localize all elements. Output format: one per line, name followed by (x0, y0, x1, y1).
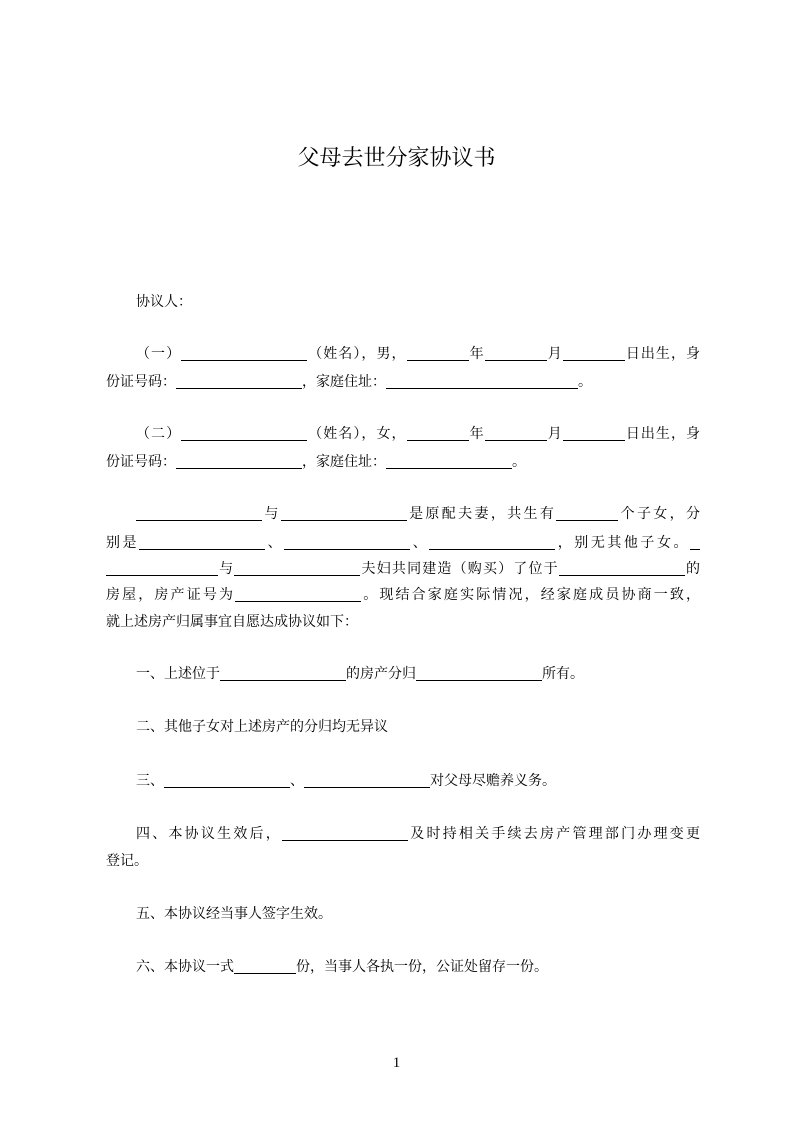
clause1-owner-blank (416, 666, 542, 681)
party2-line (136, 424, 700, 444)
body-children-text: 个子女，分 (618, 506, 701, 522)
clause-4 (136, 824, 700, 844)
clause3-child1-blank (164, 773, 290, 788)
owner1-blank (106, 561, 218, 576)
child2-blank (284, 535, 410, 550)
clause4-end: 及时持相关手续去房产管理部门办理变更 (408, 826, 700, 842)
body-spouse-text: 是原配夫妻，共生有 (406, 506, 557, 522)
clause3-end: 对父母尽赡养义务。 (430, 773, 556, 789)
party1-address-blank (386, 374, 578, 389)
party2-day-blank (563, 426, 625, 441)
body-line5: 就上述房产归属事宜自愿达成协议如下： (106, 614, 358, 630)
party1-month-label: 月 (546, 346, 563, 362)
clause-5: 五、本协议经当事人签字生效。 (136, 906, 332, 922)
body-line2-start: 别是 (106, 535, 140, 551)
party1-line2 (106, 372, 700, 392)
party2-month-blank (485, 426, 547, 441)
party1-name-hint: （姓名），男， (307, 346, 407, 362)
father-name-blank (136, 506, 262, 521)
clause4-start: 四、本协议生效后， (136, 826, 282, 842)
clause1-location-blank (220, 666, 346, 681)
clause1-end: 所有。 (542, 666, 584, 682)
clause-6 (136, 957, 700, 977)
party1-name-blank (181, 346, 307, 361)
body-line2 (106, 533, 700, 553)
clause1-start: 一、上述位于 (136, 666, 220, 682)
house-location-blank (559, 561, 685, 576)
party1-prefix: （一） (136, 346, 182, 362)
document-title: 父母去世分家协议书 (297, 146, 496, 171)
party1-address-label: ，家庭住址： (302, 374, 386, 390)
party2-name-hint: （姓名），女， (307, 426, 407, 442)
party2-year-label: 年 (468, 426, 485, 442)
clause3-child2-blank (304, 773, 430, 788)
clause-3 (136, 771, 700, 791)
party2-address-label: ，家庭住址： (302, 454, 386, 470)
party2-month-label: 月 (546, 426, 563, 442)
party1-day-blank (563, 346, 625, 361)
party2-end: 。 (512, 454, 526, 470)
party2-line2 (106, 452, 700, 472)
child-sep-1: 、 (265, 535, 285, 551)
party1-id-blank (176, 374, 302, 389)
body-line3-built: 夫妇共同建造（购买）了位于 (360, 561, 559, 577)
clause6-end: 份，当事人各执一份，公证处留存一份。 (296, 959, 548, 975)
clause6-copies-blank (234, 959, 296, 974)
owner2-blank (234, 561, 360, 576)
clause1-mid: 的房产分归 (346, 666, 416, 682)
clause3-start: 三、 (136, 773, 164, 789)
party1-year-blank (407, 346, 469, 361)
body-line4 (106, 585, 700, 605)
clause-2: 二、其他子女对上述房产的分归均无异议 (136, 719, 388, 735)
party2-prefix: （二） (136, 426, 182, 442)
party1-year-label: 年 (468, 346, 485, 362)
party1-month-blank (485, 346, 547, 361)
children-count-blank (556, 506, 618, 521)
child3-blank (429, 535, 555, 550)
clause3-sep: 、 (290, 773, 304, 789)
page-number: 1 (392, 1055, 401, 1071)
clause-4-cont: 登记。 (106, 853, 148, 869)
party1-line (136, 344, 700, 364)
party2-name-blank (181, 426, 307, 441)
body-line3-end: 的 (684, 561, 701, 577)
body-line2-end: ，别无其他子女。 (555, 535, 691, 551)
body-line4-start: 房屋，房产证号为 (106, 587, 236, 603)
clause6-start: 六、本协议一式 (136, 959, 234, 975)
party2-id-label: 份证号码： (106, 454, 176, 470)
line2-trailing-blank (690, 535, 700, 550)
party2-birth-label: 日出生，身 (624, 426, 701, 442)
party1-end: 。 (578, 374, 592, 390)
party2-id-blank (176, 454, 302, 469)
child1-blank (139, 535, 265, 550)
clause4-person-blank (282, 826, 408, 841)
body-and-label: 与 (262, 506, 281, 522)
body-line3-and: 与 (218, 561, 235, 577)
party2-address-blank (386, 454, 512, 469)
party1-id-label: 份证号码： (106, 374, 176, 390)
body-line4-end: 。现结合家庭实际情况，经家庭成员协商一致， (361, 587, 701, 603)
body-line1 (136, 504, 700, 524)
child-sep-2: 、 (410, 535, 430, 551)
clause-1 (136, 664, 700, 684)
body-line3 (106, 559, 700, 579)
party1-birth-label: 日出生，身 (624, 346, 701, 362)
parties-label: 协议人： (136, 294, 192, 310)
property-cert-blank (235, 587, 361, 602)
mother-name-blank (281, 506, 407, 521)
party2-year-blank (407, 426, 469, 441)
